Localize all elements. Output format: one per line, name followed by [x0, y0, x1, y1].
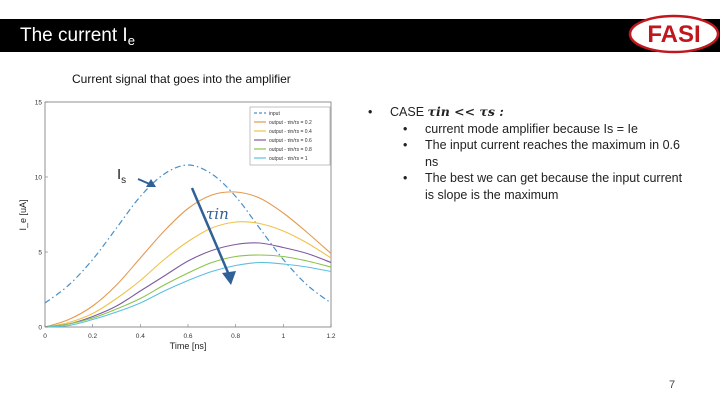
x-tick-label: 0.6 [183, 333, 193, 340]
legend-entry: input [269, 111, 280, 117]
y-tick-label: 5 [38, 249, 42, 257]
legend-entry: output - τin/τs = 0.4 [269, 129, 312, 135]
bullet-dot: • [403, 171, 408, 185]
sub-bullet [368, 121, 688, 138]
bullet-case [368, 104, 688, 121]
y-tick-label: 10 [34, 174, 42, 182]
page-number: 7 [669, 379, 676, 391]
slide-title-subscript: e [127, 33, 135, 48]
sub-bullet-text: current mode amplifier because Is = Ie [425, 121, 638, 136]
fasi-logo [628, 14, 720, 54]
x-tick-label: 0.2 [88, 333, 98, 340]
slide-title [20, 25, 135, 52]
legend-entry: output - τin/τs = 0.6 [269, 138, 312, 144]
bullet-case-text [368, 104, 688, 121]
bullet-dot: • [403, 121, 408, 136]
x-tick-label: 1 [281, 333, 286, 340]
bullet-dot: • [368, 105, 373, 119]
legend-entry: output - τin/τs = 1 [269, 156, 308, 162]
x-tick-label: 0.4 [135, 333, 145, 340]
is-label-main: I [117, 166, 122, 183]
sub-bullet-text: The best we can get because the input current is slope is the maximum [425, 171, 683, 202]
x-tick-label: 0.8 [231, 333, 241, 340]
sub-bullet [368, 170, 688, 203]
sub-bullet-text: The input current reaches the maximum in 0.6 ns [425, 138, 680, 169]
y-axis-label: I_e [uA] [18, 199, 28, 231]
sub-bullet [368, 137, 688, 170]
is-label [117, 166, 126, 186]
legend-entry: output - τin/τs = 0.8 [269, 147, 312, 153]
logo-text: FASI [647, 21, 701, 48]
y-tick-label: 15 [34, 99, 42, 107]
case-label: CASE [390, 105, 425, 119]
x-tick-label: 0 [43, 333, 47, 340]
is-label-subscript: s [121, 175, 127, 186]
x-tick-label: 1.2 [326, 333, 336, 340]
current-chart [18, 95, 338, 357]
chart-legend [250, 107, 330, 165]
legend-entry: output - τin/τs = 0.2 [269, 120, 312, 126]
tau-in-label: τin [206, 205, 229, 223]
bullet-list [368, 104, 688, 203]
case-expression: τin << τs : [427, 104, 504, 119]
plot-caption: Current signal that goes into the amplifier [72, 72, 291, 86]
y-tick-label: 0 [38, 324, 42, 332]
x-axis-label: Time [ns] [169, 341, 207, 351]
slide-title-main: The current I [20, 25, 128, 46]
bullet-dot: • [403, 138, 408, 152]
